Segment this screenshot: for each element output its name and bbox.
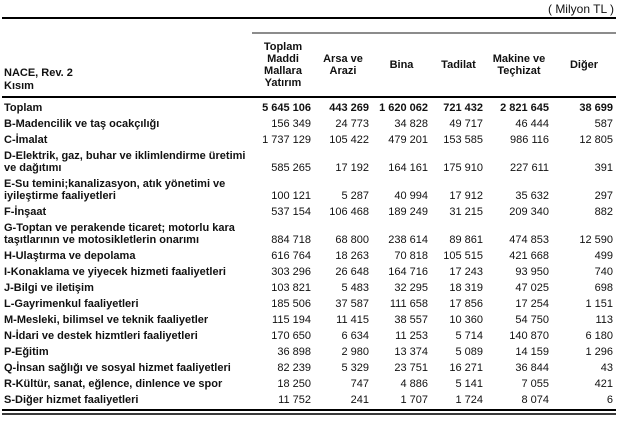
cell-value: 5 287 <box>341 190 369 202</box>
cell-value: 1 620 062 <box>379 102 428 114</box>
unit-note: ( Milyon TL ) <box>547 2 614 16</box>
cell-value: 227 611 <box>510 162 549 174</box>
cell-value: 175 910 <box>443 162 483 174</box>
cell-value: 105 515 <box>443 250 483 262</box>
cell-value: 6 180 <box>585 330 613 342</box>
cell-value: 170 650 <box>271 330 311 342</box>
cell-value: 37 587 <box>335 298 369 310</box>
cell-value: 156 349 <box>271 118 311 130</box>
table-row <box>2 220 616 248</box>
cell-value: 1 296 <box>585 346 613 358</box>
column-header: Toplam Maddi Mallara Yatırım <box>263 41 303 89</box>
row-label: N-İdari ve destek hizmtleri faaliyetleri <box>4 330 198 342</box>
cell-value: 986 116 <box>510 134 549 146</box>
table-row <box>2 264 616 280</box>
cell-value: 2 980 <box>341 346 369 358</box>
table-row <box>2 176 616 204</box>
cell-value: 238 614 <box>388 234 428 246</box>
cell-value: 12 590 <box>579 234 613 246</box>
cell-value: 40 994 <box>394 190 428 202</box>
row-label: Toplam <box>4 102 43 114</box>
bottom-rule-outer <box>2 409 616 411</box>
table-row <box>2 312 616 328</box>
cell-value: 6 634 <box>341 330 369 342</box>
header-gap <box>2 19 616 32</box>
cell-value: 241 <box>350 394 369 406</box>
cell-value: 111 658 <box>389 298 428 310</box>
row-header-label <box>2 67 252 96</box>
cell-value: 35 632 <box>515 190 549 202</box>
cell-value: 537 154 <box>271 206 311 218</box>
cell-value: 5 329 <box>341 362 369 374</box>
cell-value: 18 263 <box>335 250 369 262</box>
cell-value: 1 151 <box>585 298 613 310</box>
cell-value: 7 055 <box>521 378 549 390</box>
cell-value: 391 <box>594 162 613 174</box>
table-row <box>2 280 616 296</box>
cell-value: 32 295 <box>394 282 428 294</box>
row-label: E-Su temini;kanalizasyon, atık yönetimi ve iyileştirme faaliyetleri <box>4 178 226 202</box>
cell-value: 14 159 <box>515 346 549 358</box>
column-header: Bina <box>389 59 414 71</box>
cell-value: 297 <box>594 190 613 202</box>
cell-value: 26 648 <box>335 266 369 278</box>
cell-value: 8 074 <box>521 394 549 406</box>
cell-value: 113 <box>595 314 613 326</box>
cell-value: 38 699 <box>579 102 613 114</box>
cell-value: 54 750 <box>515 314 549 326</box>
cell-value: 2 821 645 <box>500 102 549 114</box>
table-body <box>2 98 616 408</box>
table-row <box>2 392 616 408</box>
cell-value: 740 <box>594 266 613 278</box>
cell-value: 884 718 <box>271 234 311 246</box>
cell-value: 43 <box>600 362 613 374</box>
cell-value: 1 724 <box>455 394 483 406</box>
table-row <box>2 148 616 176</box>
cell-value: 36 898 <box>277 346 311 358</box>
cell-value: 106 468 <box>329 206 369 218</box>
cell-value: 49 717 <box>449 118 483 130</box>
cell-value: 882 <box>594 206 613 218</box>
cell-value: 1 737 129 <box>262 134 311 146</box>
row-label: F-İnşaat <box>4 206 47 218</box>
cell-value: 585 265 <box>271 162 311 174</box>
row-label: S-Diğer hizmet faaliyetleri <box>4 394 139 406</box>
cell-value: 616 764 <box>271 250 311 262</box>
row-header-line2: Kısım <box>4 80 34 92</box>
cell-value: 115 194 <box>272 314 311 326</box>
column-header: Diğer <box>569 59 599 71</box>
cell-value: 153 585 <box>443 134 483 146</box>
cell-value: 164 161 <box>388 162 428 174</box>
row-label: P-Eğitim <box>4 346 49 358</box>
cell-value: 11 253 <box>395 330 428 342</box>
table-row <box>2 204 616 220</box>
cell-value: 5 089 <box>455 346 483 358</box>
cell-value: 479 201 <box>388 134 428 146</box>
table-row <box>2 116 616 132</box>
cell-value: 11 415 <box>336 314 369 326</box>
cell-value: 100 121 <box>271 190 311 202</box>
cell-value: 103 821 <box>271 282 311 294</box>
column-header: Arsa ve Arazi <box>323 53 363 77</box>
table-row <box>2 376 616 392</box>
cell-value: 18 319 <box>449 282 483 294</box>
cell-value: 68 800 <box>335 234 369 246</box>
cell-value: 36 844 <box>515 362 549 374</box>
cell-value: 421 <box>594 378 613 390</box>
row-label: G-Toptan ve perakende ticaret; motorlu kara taşıtlarının ve motosikletlerin onarımı <box>4 222 235 246</box>
cell-value: 5 645 106 <box>262 102 311 114</box>
cell-value: 11 752 <box>278 394 311 406</box>
cell-value: 189 249 <box>388 206 428 218</box>
row-label: L-Gayrimenkul faaliyetleri <box>4 298 139 310</box>
cell-value: 82 239 <box>277 362 311 374</box>
cell-value: 185 506 <box>271 298 311 310</box>
cell-value: 93 950 <box>515 266 549 278</box>
cell-value: 17 192 <box>335 162 369 174</box>
cell-value: 5 714 <box>455 330 483 342</box>
row-label: J-Bilgi ve iletişim <box>4 282 94 294</box>
cell-value: 474 853 <box>509 234 549 246</box>
cell-value: 46 444 <box>515 118 549 130</box>
cell-value: 1 707 <box>400 394 428 406</box>
cell-value: 499 <box>594 250 613 262</box>
column-headers <box>2 34 616 98</box>
table-row <box>2 132 616 148</box>
cell-value: 17 856 <box>449 298 483 310</box>
cell-value: 24 773 <box>335 118 369 130</box>
cell-value: 10 360 <box>449 314 483 326</box>
cell-value: 47 025 <box>515 282 549 294</box>
cell-value: 6 <box>606 394 613 406</box>
column-header: Makine ve Teçhizat <box>492 53 546 77</box>
cell-value: 747 <box>350 378 369 390</box>
table-row <box>2 100 616 116</box>
cell-value: 698 <box>594 282 613 294</box>
cell-value: 421 668 <box>509 250 549 262</box>
cell-value: 105 422 <box>329 134 369 146</box>
table-row <box>2 344 616 360</box>
cell-value: 17 254 <box>515 298 549 310</box>
row-label: M-Mesleki, bilimsel ve teknik faaliyetler <box>4 314 209 326</box>
table-row <box>2 360 616 376</box>
table-row <box>2 248 616 264</box>
cell-value: 164 716 <box>388 266 428 278</box>
row-header-line1: NACE, Rev. 2 <box>4 67 73 79</box>
cell-value: 4 886 <box>400 378 428 390</box>
row-label: Q-İnsan sağlığı ve sosyal hizmet faaliyetleri <box>4 362 231 374</box>
row-label: I-Konaklama ve yiyecek hizmeti faaliyetleri <box>4 266 226 278</box>
cell-value: 23 751 <box>394 362 428 374</box>
cell-value: 38 557 <box>394 314 428 326</box>
cell-value: 443 269 <box>329 102 369 114</box>
row-label: C-İmalat <box>4 134 48 146</box>
cell-value: 17 912 <box>449 190 483 202</box>
cell-value: 13 374 <box>394 346 428 358</box>
cell-value: 587 <box>594 118 613 130</box>
table-row <box>2 328 616 344</box>
cell-value: 16 271 <box>449 362 483 374</box>
row-label: D-Elektrik, gaz, buhar ve iklimlendirme üretimi ve dağıtımı <box>4 150 246 174</box>
cell-value: 12 805 <box>579 134 613 146</box>
cell-value: 89 861 <box>449 234 483 246</box>
row-label: B-Madencilik ve taş ocakçılığı <box>4 118 160 130</box>
cell-value: 34 828 <box>394 118 428 130</box>
cell-value: 209 340 <box>509 206 549 218</box>
row-label: R-Kültür, sanat, eğlence, dinlence ve spor <box>4 378 223 390</box>
cell-value: 17 243 <box>449 266 483 278</box>
cell-value: 721 432 <box>443 102 483 114</box>
cell-value: 140 870 <box>509 330 549 342</box>
cell-value: 18 250 <box>277 378 311 390</box>
cell-value: 5 141 <box>455 378 483 390</box>
cell-value: 5 483 <box>341 282 369 294</box>
cell-value: 70 818 <box>394 250 428 262</box>
table-row <box>2 296 616 312</box>
cell-value: 303 296 <box>271 266 311 278</box>
row-label: H-Ulaştırma ve depolama <box>4 250 136 262</box>
column-header: Tadilat <box>441 59 476 71</box>
bottom-rule-inner <box>2 413 616 415</box>
cell-value: 31 215 <box>449 206 483 218</box>
